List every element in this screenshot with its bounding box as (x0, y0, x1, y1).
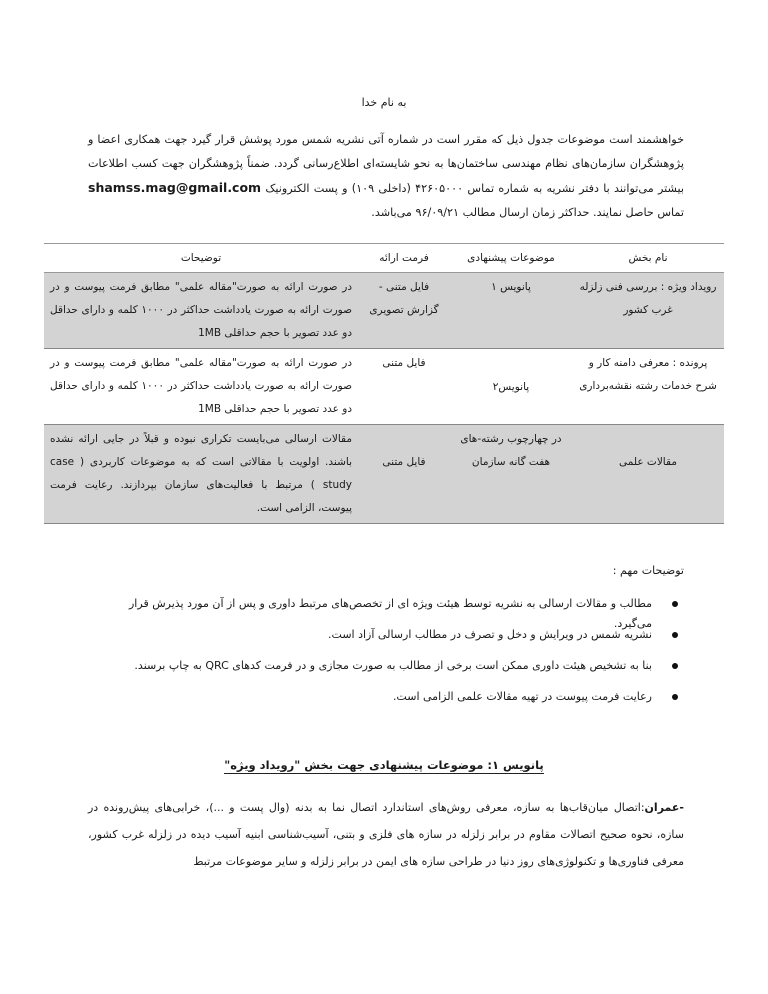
intro-deadline-text: تماس حاصل نمایند. حداکثر زمان ارسال مطالب ۹۶/۰۹/۲۱ می‌باشد. (371, 206, 684, 219)
header-format: فرمت ارائه (358, 244, 450, 273)
cell-format: فایل متنی - گزارش تصویری (358, 273, 450, 349)
notes-list (88, 594, 684, 718)
cell-description: در صورت ارائه به صورت"مقاله علمی" مطابق فرمت پیوست و در صورت ارائه به صورت یادداشت حداکثر در ۱۰۰۰ کلمه و دارای حداقل دو عدد تصویر با حجم حداقلی 1MB (44, 349, 358, 425)
note-text: مطالب و مقالات ارسالی به نشریه توسط هیئت ویژه ای از تخصص‌های مرتبط داوری و پس از آن مورد پذیرش قرار می‌گیرد. (129, 597, 652, 630)
bullet-icon (672, 632, 678, 638)
cell-section: رویداد ویژه : بررسی فنی زلزله غرب کشور (572, 273, 724, 349)
table-row (44, 349, 724, 425)
cell-topic: پانویس۲ (450, 349, 572, 425)
cell-format: فایل متنی (358, 349, 450, 425)
section-heading (0, 758, 768, 772)
bullet-icon (672, 663, 678, 669)
table-row (44, 425, 724, 524)
paragraph-lead: -عمران (644, 801, 684, 814)
paragraph-body: :اتصال میان‌قاب‌ها به سازه، معرفی روش‌های استاندارد اتصال نما به بدنه (وال پست و ...)، خرابی‌های پیش‌رونده در سازه، نحوه صحیح اتصالات مقاوم در برابر زلزله در سازه های فلزی و بتنی، آسیب‌شناسی ابنیه آسیب دیده در زلزله غرب کشور، معرفی فناوری‌ها و تکنولوژی‌های روز دنیا در طراحی سازه های ایمن در برابر زلزله و سایر موضوعات مرتبط (88, 801, 684, 868)
cell-section: مقالات علمی (572, 425, 724, 524)
header-suggested-topics: موضوعات پیشنهادی (450, 244, 572, 273)
section-heading-text: پانویس ۱: موضوعات پیشنهادی جهت بخش "رویداد ویژه" (224, 758, 544, 772)
note-text: رعایت فرمت پیوست در تهیه مقالات علمی الزامی است. (392, 690, 652, 703)
cell-description: مقالات ارسالی می‌بایست تکراری نبوده و قبلاً در جایی ارائه نشده باشند. اولویت با مقالاتی است که به موضوعات کاربردی ( case study ) مرتبط با فعالیت‌های سازمان بپردازند. رعایت فرمت پیوست، الزامی است. (44, 425, 358, 524)
topics-table (44, 243, 724, 524)
header-section-name: نام بخش (572, 244, 724, 273)
contact-email[interactable]: shamss.mag@gmail.com (88, 180, 262, 195)
basmala-heading: به نام خدا (361, 96, 407, 109)
table-header-row (44, 244, 724, 273)
list-item (88, 625, 684, 656)
section-paragraph (88, 794, 684, 875)
list-item (88, 656, 684, 687)
intro-text: خواهشمند است موضوعات جدول ذیل که مقرر است در شماره آتی نشریه شمس مورد پوشش قرار گیرد جهت همکاری اعضا و پژوهشگران سازمان‌های نظام مهندسی ساختمان‌ها به نحو شایسته‌ای اطلاع‌رسانی گردد. ضمناً پژوهشگران جهت کسب اطلاعات بیشتر می‌توانند با دفتر نشریه به شماره تماس ۴۲۶۰۵۰۰۰ (داخلی ۱۰۹) و پست الکترونیک (88, 133, 684, 195)
bullet-icon (672, 694, 678, 700)
cell-topic: در چهارچوب رشته-های هفت گانه سازمان (450, 425, 572, 524)
list-item (88, 594, 684, 630)
cell-section: پرونده : معرفی دامنه کار و شرح خدمات رشته نقشه‌برداری (572, 349, 724, 425)
header-description: توضیحات (44, 244, 358, 273)
list-item (88, 687, 684, 718)
cell-topic: پانویس ۱ (450, 273, 572, 349)
notes-title: توضیحات مهم : (612, 564, 684, 577)
bullet-icon (672, 601, 678, 607)
intro-paragraph (88, 128, 684, 225)
note-text: بنا به تشخیص هیئت داوری ممکن است برخی از مطالب به صورت مجازی و در فرمت کدهای QRC به چاپ برسند. (134, 659, 652, 672)
note-text: نشریه شمس در ویرایش و دخل و تصرف در مطالب ارسالی آزاد است. (328, 628, 652, 641)
table-row (44, 273, 724, 349)
cell-format: فایل متنی (358, 425, 450, 524)
cell-description: در صورت ارائه به صورت"مقاله علمی" مطابق فرمت پیوست و در صورت ارائه به صورت یادداشت حداکثر در ۱۰۰۰ کلمه و دارای حداقل دو عدد تصویر با حجم حداقلی 1MB (44, 273, 358, 349)
